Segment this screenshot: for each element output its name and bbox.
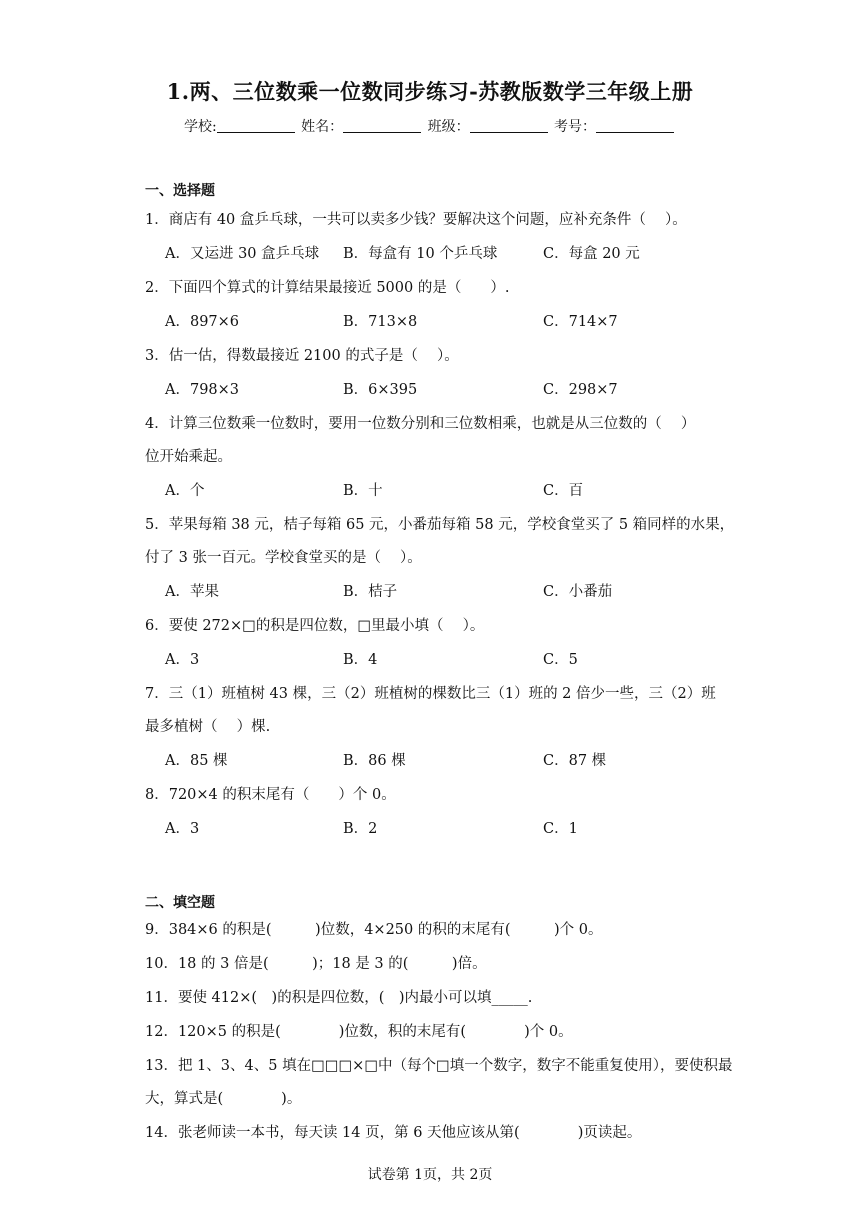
q8-option-b[interactable]: B．2 <box>343 821 378 837</box>
question-6: 6．要使 272×□的积是四位数，□里最小填（ ）。 <box>145 618 485 634</box>
q4-option-a[interactable]: A．个 <box>165 483 205 499</box>
q7-option-a[interactable]: A．85 棵 <box>165 753 228 769</box>
class-blank[interactable] <box>470 118 548 133</box>
q6-option-b[interactable]: B．4 <box>343 652 378 668</box>
school-label: 学校: <box>183 119 217 135</box>
q1-option-c[interactable]: C．每盒 20 元 <box>543 246 640 262</box>
exam-no-blank[interactable] <box>596 118 674 133</box>
question-5-line-2: 付了 3 张一百元。学校食堂买的是（ ）。 <box>145 550 422 566</box>
q7-option-c[interactable]: C．87 棵 <box>543 753 607 769</box>
question-10: 10．18 的 3 倍是( )；18 是 3 的( )倍。 <box>145 956 487 972</box>
q5-option-b[interactable]: B．桔子 <box>343 584 398 600</box>
question-12: 12．120×5 的积是( )位数，积的末尾有( )个 0。 <box>145 1024 573 1040</box>
name-label: 姓名： <box>301 119 344 135</box>
question-4-line-1: 4．计算三位数乘一位数时，要用一位数分别和三位数相乘，也就是从三位数的（ ） <box>145 416 696 432</box>
q4-option-b[interactable]: B．十 <box>343 483 383 499</box>
section-heading-fill-in: 二、填空题 <box>145 895 215 911</box>
q3-option-a[interactable]: A．798×3 <box>165 382 240 398</box>
question-13-line-2: 大，算式是( )。 <box>145 1091 302 1107</box>
exam-no-label: 考号： <box>554 119 597 135</box>
q3-option-c[interactable]: C．298×7 <box>543 382 618 398</box>
class-label: 班级： <box>427 119 470 135</box>
question-7-line-1: 7．三（1）班植树 43 棵，三（2）班植树的棵数比三（1）班的 2 倍少一些，三（2）班 <box>145 686 716 702</box>
q4-option-c[interactable]: C．百 <box>543 483 584 499</box>
q2-option-b[interactable]: B．713×8 <box>343 314 418 330</box>
q8-option-a[interactable]: A．3 <box>165 821 200 837</box>
question-13-line-1: 13．把 1、3、4、5 填在□□□×□中（每个□填一个数字，数字不能重复使用），要使积最 <box>145 1058 733 1074</box>
question-8: 8．720×4 的积末尾有（ ）个 0。 <box>145 787 396 803</box>
q2-option-a[interactable]: A．897×6 <box>165 314 240 330</box>
question-11: 11．要使 412×( )的积是四位数，( )内最小可以填_____. <box>145 990 533 1006</box>
q3-option-b[interactable]: B．6×395 <box>343 382 418 398</box>
page-title: 1.两、三位数乘一位数同步练习-苏教版数学三年级上册 <box>166 79 694 104</box>
question-4-line-2: 位开始乘起。 <box>145 449 232 465</box>
q7-option-b[interactable]: B．86 棵 <box>343 753 406 769</box>
page-footer: 试卷第 1页，共 2页 <box>367 1167 493 1183</box>
question-3: 3．估一估，得数最接近 2100 的式子是（ ）。 <box>145 348 459 364</box>
name-blank[interactable] <box>343 118 421 133</box>
q5-option-a[interactable]: A．苹果 <box>165 584 219 600</box>
q2-option-c[interactable]: C．714×7 <box>543 314 618 330</box>
question-14: 14．张老师读一本书，每天读 14 页，第 6 天他应该从第( )页读起。 <box>145 1125 642 1141</box>
question-9: 9．384×6 的积是( )位数，4×250 的积的末尾有( )个 0。 <box>145 922 603 938</box>
q1-option-a[interactable]: A．又运进 30 盒乒乓球 <box>165 246 320 262</box>
school-blank[interactable] <box>217 118 295 133</box>
q8-option-c[interactable]: C．1 <box>543 821 578 837</box>
student-info-line <box>0 116 860 136</box>
section-heading-choice: 一、选择题 <box>145 183 215 199</box>
q6-option-c[interactable]: C．5 <box>543 652 578 668</box>
q1-option-b[interactable]: B．每盒有 10 个乒乓球 <box>343 246 498 262</box>
question-7-line-2: 最多植树（ ）棵. <box>145 719 271 735</box>
question-5-line-1: 5．苹果每箱 38 元，桔子每箱 65 元，小番茄每箱 58 元，学校食堂买了 5 箱同样的水果， <box>145 517 735 533</box>
q5-option-c[interactable]: C．小番茄 <box>543 584 613 600</box>
q6-option-a[interactable]: A．3 <box>165 652 200 668</box>
question-1: 1．商店有 40 盒乒乓球，一共可以卖多少钱？要解决这个问题，应补充条件（ ）。 <box>145 212 687 228</box>
question-2: 2．下面四个算式的计算结果最接近 5000 的是（ ）. <box>145 280 510 296</box>
